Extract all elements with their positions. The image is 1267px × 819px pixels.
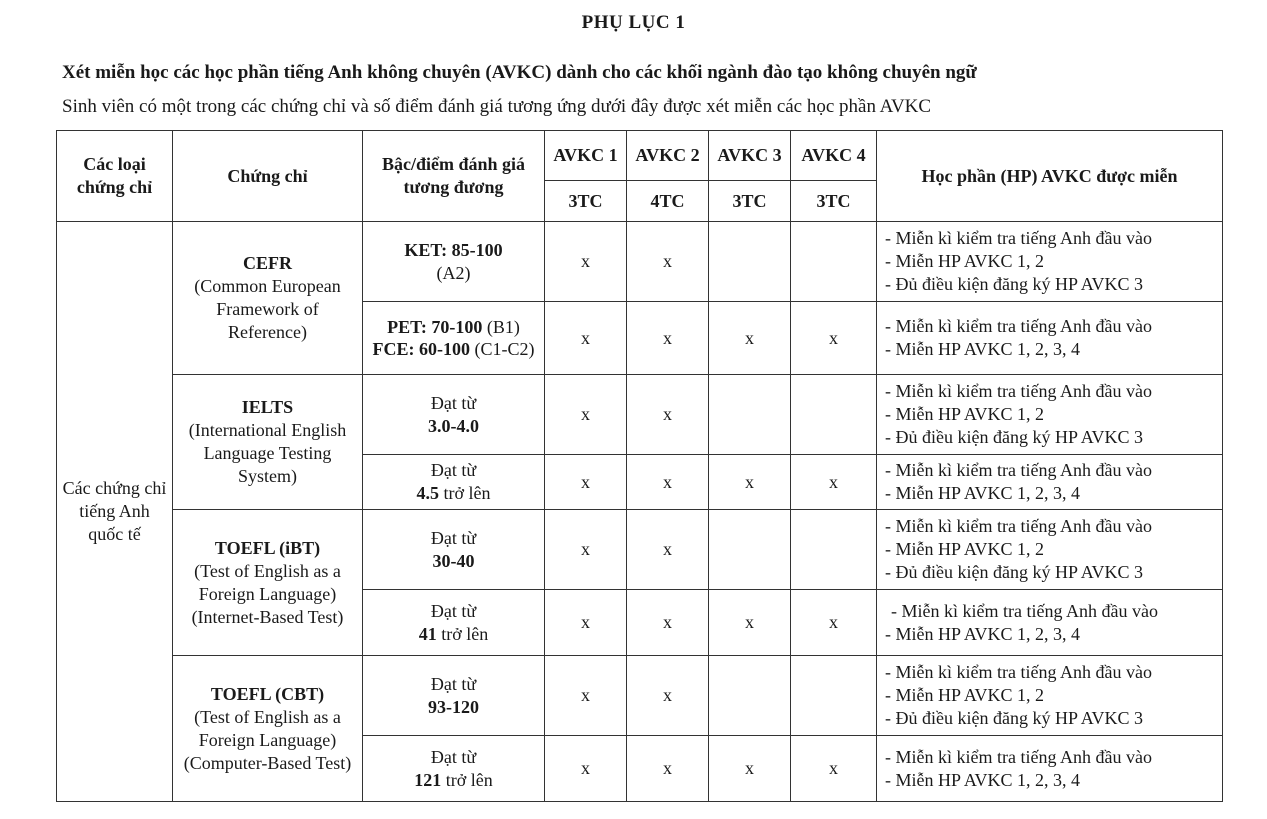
mark-avkc3 (709, 656, 791, 736)
exempt-line: - Đủ điều kiện đăng ký HP AVKC 3 (885, 427, 1143, 447)
mark-avkc4: x (791, 455, 877, 510)
mark-avkc2: x (627, 736, 709, 802)
certificate-desc: (International English Language Testing System) (188, 420, 347, 486)
level-prefix: Đạt từ (430, 460, 477, 480)
exempt-line: - Miễn kì kiểm tra tiếng Anh đầu vào (885, 516, 1152, 536)
mark-avkc3 (709, 375, 791, 455)
mark-avkc1: x (545, 510, 627, 590)
exempt-cell (877, 590, 1223, 656)
exempt-line: - Đủ điều kiện đăng ký HP AVKC 3 (885, 562, 1143, 582)
header-avkc4: AVKC 4 (791, 131, 877, 181)
header-avkc2: AVKC 2 (627, 131, 709, 181)
mark-avkc1: x (545, 375, 627, 455)
exempt-line: - Miễn kì kiểm tra tiếng Anh đầu vào (891, 600, 1158, 621)
exempt-line: - Miễn HP AVKC 1, 2, 3, 4 (885, 483, 1081, 503)
exempt-cell (877, 222, 1223, 302)
header-certificate: Chứng chỉ (173, 131, 363, 222)
level-prefix: Đạt từ (430, 392, 477, 413)
level-prefix: Đạt từ (430, 527, 477, 548)
mark-avkc4 (791, 375, 877, 455)
exempt-line: - Miễn HP AVKC 1, 2, 3, 4 (885, 623, 1081, 644)
exempt-line: - Miễn kì kiểm tra tiếng Anh đầu vào (885, 746, 1152, 767)
table-row (57, 510, 1223, 590)
level-prefix: Đạt từ (430, 600, 477, 621)
header-credits-3: 3TC (709, 181, 791, 222)
level-score: 41 (418, 623, 437, 644)
level-score: FCE: 60-100 (372, 339, 470, 359)
level-note: (C1-C2) (470, 339, 535, 359)
level-note: trở lên (436, 623, 489, 644)
mark-avkc1: x (545, 656, 627, 736)
exempt-cell (877, 375, 1223, 455)
exemption-table (56, 130, 1223, 802)
table-row (57, 656, 1223, 736)
mark-avkc3: x (709, 455, 791, 510)
mark-avkc1: x (545, 302, 627, 375)
level-score: 4.5 (416, 483, 439, 503)
exempt-line: - Miễn HP AVKC 1, 2, 3, 4 (885, 339, 1081, 359)
level-score: 3.0-4.0 (428, 415, 479, 436)
mark-avkc4 (791, 510, 877, 590)
exempt-line: - Miễn HP AVKC 1, 2, 3, 4 (885, 769, 1081, 790)
mark-avkc4: x (791, 590, 877, 656)
mark-avkc4: x (791, 302, 877, 375)
mark-avkc2: x (627, 510, 709, 590)
section-heading: Xét miễn học các học phần tiếng Anh không chuyên (AVKC) dành cho các khối ngành đào tạo không chuyên ngữ (62, 62, 977, 83)
header-level: Bậc/điểm đánh giá tương đương (363, 131, 545, 222)
level-cell (363, 590, 545, 656)
level-note: trở lên (441, 769, 493, 790)
level-cell (363, 222, 545, 302)
level-score: 93-120 (428, 696, 479, 717)
level-score: 30-40 (432, 550, 475, 571)
exempt-line: - Miễn kì kiểm tra tiếng Anh đầu vào (885, 316, 1152, 336)
level-note: (B1) (482, 317, 520, 337)
mark-avkc3: x (709, 736, 791, 802)
mark-avkc2: x (627, 455, 709, 510)
level-cell (363, 736, 545, 802)
certificate-toefl-ibt (173, 510, 363, 656)
exempt-line: - Miễn kì kiểm tra tiếng Anh đầu vào (885, 228, 1152, 248)
level-note: trở lên (438, 483, 491, 503)
level-score: 121 (414, 769, 442, 790)
intro-text: Sinh viên có một trong các chứng chỉ và số điểm đánh giá tương ứng dưới đây được xét miễn các học phần AVKC (62, 96, 932, 117)
header-credits-4: 3TC (791, 181, 877, 222)
level-cell (363, 302, 545, 375)
level-prefix: Đạt từ (430, 746, 477, 767)
exempt-line: - Miễn kì kiểm tra tiếng Anh đầu vào (885, 662, 1152, 682)
header-avkc1: AVKC 1 (545, 131, 627, 181)
level-prefix: Đạt từ (430, 673, 477, 694)
exempt-cell (877, 736, 1223, 802)
exempt-cell (877, 455, 1223, 510)
certificate-ielts (173, 375, 363, 510)
header-credits-2: 4TC (627, 181, 709, 222)
mark-avkc3: x (709, 302, 791, 375)
exempt-line: - Miễn kì kiểm tra tiếng Anh đầu vào (885, 460, 1152, 480)
certificate-name: CEFR (243, 253, 292, 273)
mark-avkc3 (709, 510, 791, 590)
exempt-line: - Miễn HP AVKC 1, 2 (885, 251, 1045, 271)
certificate-desc: (Test of English as a Foreign Language) (Internet-Based Test) (191, 560, 344, 627)
mark-avkc1: x (545, 222, 627, 302)
mark-avkc4 (791, 222, 877, 302)
group-label: Các chứng chỉ tiếng Anh quốc tế (57, 222, 173, 802)
header-avkc3: AVKC 3 (709, 131, 791, 181)
mark-avkc3: x (709, 590, 791, 656)
exempt-line: - Miễn HP AVKC 1, 2 (885, 685, 1045, 705)
exempt-line: - Đủ điều kiện đăng ký HP AVKC 3 (885, 274, 1143, 294)
page-title: PHỤ LỤC 1 (581, 12, 686, 33)
exempt-line: - Miễn HP AVKC 1, 2 (885, 404, 1045, 424)
exempt-cell (877, 302, 1223, 375)
header-credits-1: 3TC (545, 181, 627, 222)
mark-avkc4 (791, 656, 877, 736)
mark-avkc1: x (545, 455, 627, 510)
exempt-cell (877, 510, 1223, 590)
level-cell (363, 656, 545, 736)
table-row (57, 222, 1223, 302)
mark-avkc1: x (545, 736, 627, 802)
certificate-cefr (173, 222, 363, 375)
mark-avkc2: x (627, 302, 709, 375)
certificate-toefl-cbt (173, 656, 363, 802)
mark-avkc2: x (627, 222, 709, 302)
mark-avkc1: x (545, 590, 627, 656)
exempt-line: - Đủ điều kiện đăng ký HP AVKC 3 (885, 708, 1143, 728)
exempt-line: - Miễn HP AVKC 1, 2 (885, 539, 1045, 559)
header-exempt: Học phần (HP) AVKC được miễn (877, 131, 1223, 222)
level-score: PET: 70-100 (387, 317, 483, 337)
certificate-name: IELTS (241, 397, 294, 417)
certificate-desc: (Common European Framework of Reference) (194, 276, 341, 342)
table-row (57, 375, 1223, 455)
level-cell (363, 455, 545, 510)
mark-avkc2: x (627, 656, 709, 736)
exempt-cell (877, 656, 1223, 736)
level-cell (363, 375, 545, 455)
mark-avkc2: x (627, 590, 709, 656)
certificate-name: TOEFL (CBT) (210, 683, 325, 704)
mark-avkc2: x (627, 375, 709, 455)
level-cell (363, 510, 545, 590)
exempt-line: - Miễn kì kiểm tra tiếng Anh đầu vào (885, 381, 1152, 401)
mark-avkc4: x (791, 736, 877, 802)
certificate-desc: (Test of English as a Foreign Language) (Computer-Based Test) (183, 706, 352, 773)
mark-avkc3 (709, 222, 791, 302)
level-note: (A2) (436, 262, 471, 283)
certificate-name: TOEFL (iBT) (214, 537, 321, 558)
header-cert-type: Các loại chứng chỉ (57, 131, 173, 222)
level-score: KET: 85-100 (404, 239, 503, 260)
